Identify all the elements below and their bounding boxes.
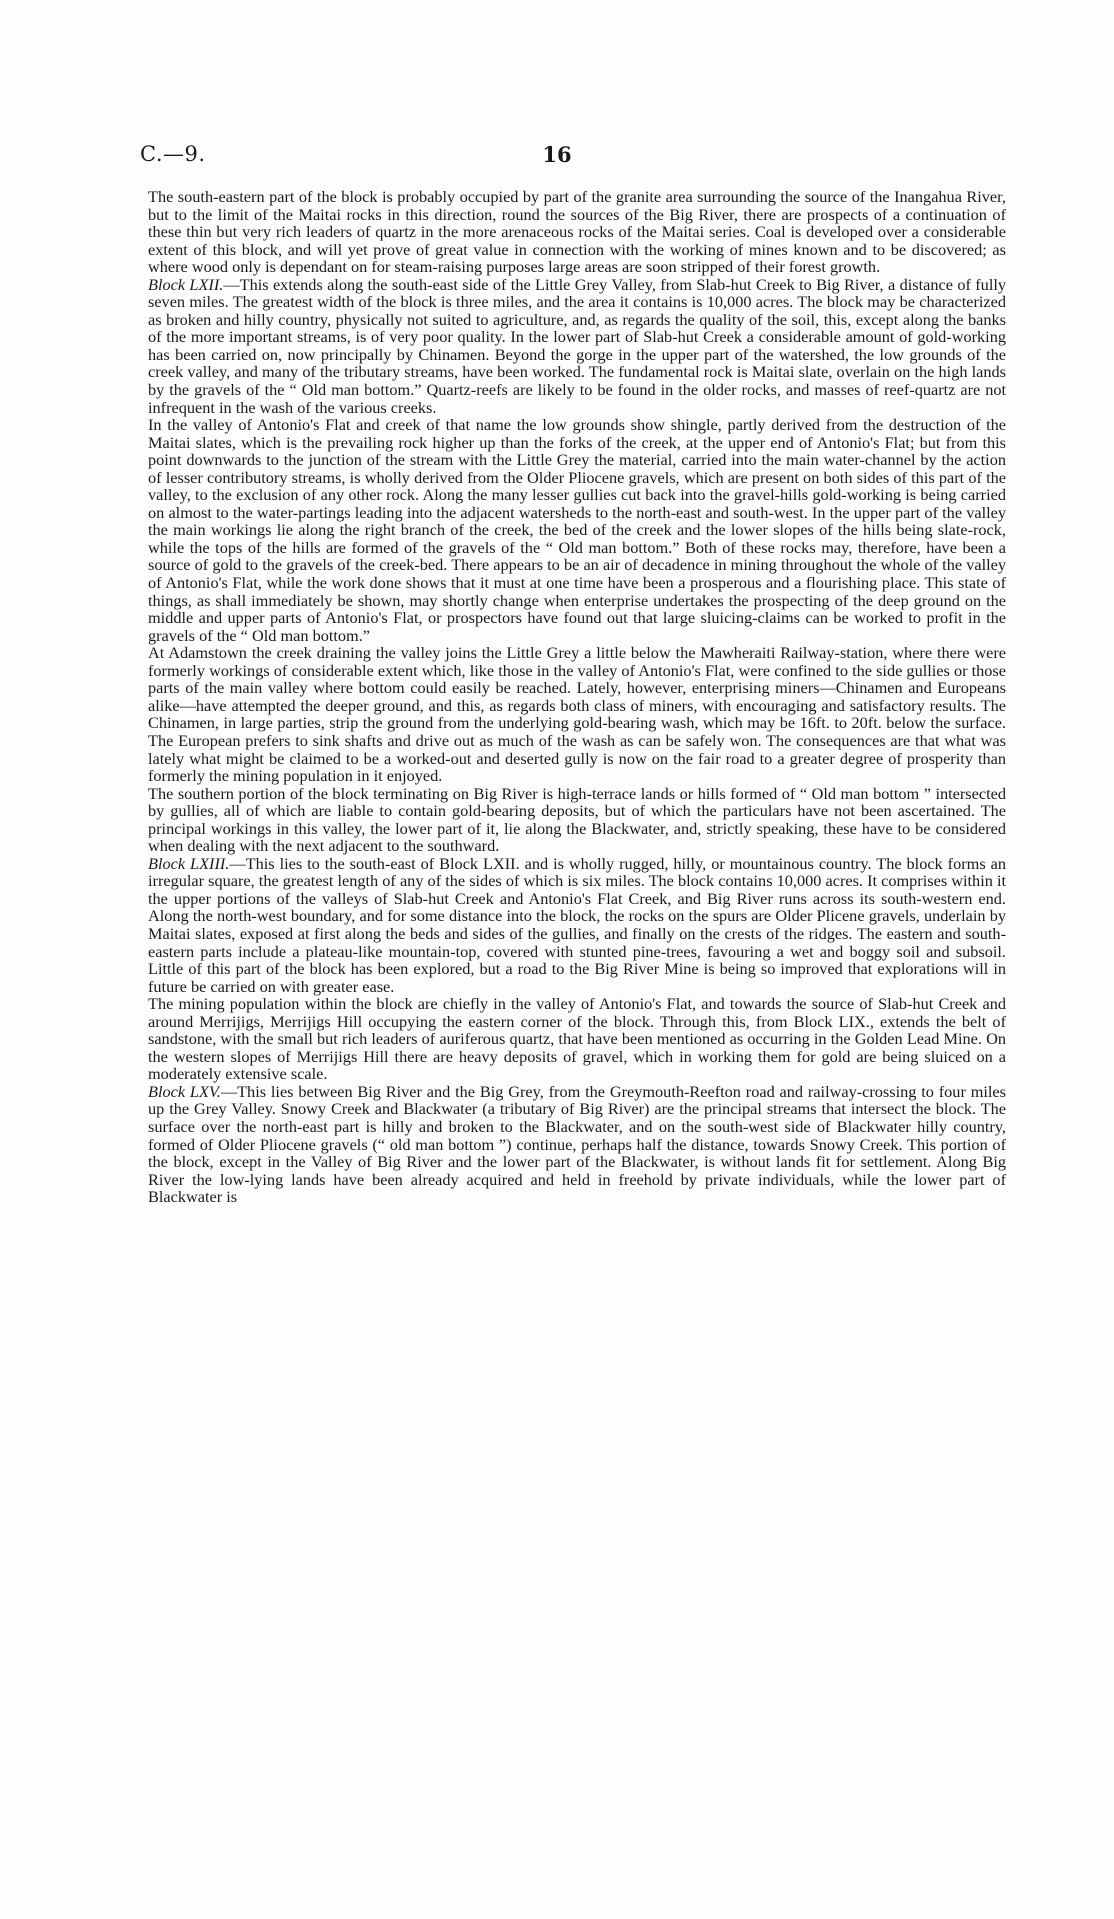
paragraph-text: At Adamstown the creek draining the valley joins the Little Grey a little below the Mawheraiti Railway-station, where there were formerly workings of considerable extent which, like those in the valley of Antonio's Flat, were confined to the side gullies or those parts of the main valley where bottom could easily be reached. Lately, however, enterprising miners—Chinamen and Europeans alike—have attempted the deeper ground, and this, as regards both class of miners, with encouraging and satisfactory results. The Chinamen, in large parties, strip the ground from the underlying gold-bearing wash, which may be 16ft. to 20ft. below the surface. The European prefers to sink shafts and drive out as much of the wash as can be safely won. The consequences are that what was lately what might be claimed to be a worked-out and deserted gully is now on the fair road to a greater degree of prosperity than formerly the mining population in it enjoyed.	[148, 643, 1006, 786]
paragraph	[148, 855, 1006, 995]
paragraph-lead: Block LXV.	[148, 1081, 221, 1101]
page-number: 16	[542, 142, 572, 167]
paragraph	[148, 188, 1006, 276]
paragraph-text: The mining population within the block are chiefly in the valley of Antonio's Flat, and towards the source of Slab-hut Creek and around Merrijigs, Merrijigs Hill occupying the eastern corner of the block. Through this, from Block LIX., extends the belt of sandstone, with the small but rich leaders of auriferous quartz, that have been mentioned as occurring in the Golden Lead Mine. On the western slopes of Merrijigs Hill there are heavy deposits of gravel, which in working them for gold are being sluiced on a moderately extensive scale.	[148, 994, 1006, 1084]
paragraph-text: The south-eastern part of the block is probably occupied by part of the granite area surrounding the source of the Inangahua River, but to the limit of the Maitai rocks in this direction, round the sources of the Big River, there are prospects of a continuation of these thin but very rich leaders of quartz in the more arenaceous rocks of the Maitai series. Coal is developed over a considerable extent of this block, and will yet prove of great value in connection with the working of mines known and to be discovered; as where wood only is dependant on for steam-raising purposes large areas are soon stripped of their forest growth.	[148, 187, 1006, 277]
paragraph-text: In the valley of Antonio's Flat and creek of that name the low grounds show shingle, partly derived from the destruction of the Maitai slates, which is the prevailing rock higher up than the forks of the creek, at the upper end of Antonio's Flat; but from this point downwards to the junction of the stream with the Little Grey the material, carried into the main water-channel by the action of lesser contributory streams, is wholly derived from the Older Pliocene gravels, which are present on both sides of this part of the valley, to the exclusion of any other rock. Along the many lesser gullies cut back into the gravel-hills gold-working is being carried on almost to the water-partings leading into the adjacent watersheds to the north-east and south-west. In the upper part of the valley the main workings lie along the right branch of the creek, the bed of the creek and the lower slopes of the hills being slate-rock, while the tops of the hills are formed of the gravels of the “ Old man bottom.” Both of these rocks may, therefore, have been a source of gold to the gravels of the creek-bed. There appears to be an air of decadence in mining throughout the whole of the valley of Antonio's Flat, while the work done shows that it must at one time have been a prosperous and a flourishing place. This state of things, as shall immediately be shown, may shortly change when enterprise undertakes the prospecting of the deep ground on the middle and upper parts of Antonio's Flat, or prospectors have found out that large sluicing-claims can be worked to profit in the gravels of the “ Old man bottom.”	[148, 415, 1006, 645]
paragraph	[148, 644, 1006, 784]
paragraph-text: —This lies to the south-east of Block LXII. and is wholly rugged, hilly, or mountainous country. The block forms an irregular square, the greatest length of any of the sides of which is six miles. The block contains 10,000 acres. It comprises within it the upper portions of the valleys of Slab-hut Creek and Antonio's Flat Creek, and Big River runs across its south-western end. Along the north-west boundary, and for some distance into the block, the rocks on the spurs are Older Plicene gravels, underlain by Maitai slates, exposed at first along the beds and sides of the gullies, and finally on the crests of the ridges. The eastern and south-eastern parts include a plateau-like mountain-top, covered with stunted pine-trees, favouring a wet and boggy soil and subsoil. Little of this part of the block has been explored, but a road to the Big River Mine is being so improved that explorations will in future be carried on with greater ease.	[148, 853, 1006, 996]
paragraph-text: —This extends along the south-east side of the Little Grey Valley, from Slab-hut Creek to Big River, a distance of fully seven miles. The greatest width of the block is three miles, and the area it contains is 10,000 acres. The block may be characterized as broken and hilly country, physically not suited to agriculture, and, as regards the quality of the soil, this, except along the banks of the more important streams, is of very poor quality. In the lower part of Slab-hut Creek a considerable amount of gold-working has been carried on, now principally by Chinamen. Beyond the gorge in the upper part of the watershed, the low grounds of the creek valley, and many of the tributary streams, have been worked. The fundamental rock is Maitai slate, overlain on the high lands by the gravels of the “ Old man bottom.” Quartz-reefs are likely to be found in the older rocks, and masses of reef-quartz are not infrequent in the wash of the various creeks.	[148, 274, 1007, 417]
paragraph-lead: Block LXIII.	[148, 853, 230, 873]
paragraph	[148, 1083, 1006, 1206]
paragraph	[148, 785, 1006, 855]
paragraph-text: —This lies between Big River and the Big Grey, from the Greymouth-Reefton road and railway-crossing to four miles up the Grey Valley. Snowy Creek and Blackwater (a tributary of Big River) are the principal streams that intersect the block. The surface over the north-east part is hilly and broken to the Blackwater, and on the south-west side of Blackwater hilly country, formed of Older Pliocene gravels (“ old man bottom ”) continue, perhaps half the distance, towards Snowy Creek. This portion of the block, except in the Valley of Big River and the lower part of the Blackwater, is without lands fit for settlement. Along Big River the low-lying lands have been already acquired and held in freehold by private individuals, while the lower part of Blackwater is	[148, 1081, 1006, 1207]
paragraph	[148, 276, 1006, 416]
body-text	[148, 188, 1006, 1206]
document-reference: C.—9.	[140, 142, 206, 166]
paragraph-text: The southern portion of the block terminating on Big River is high-terrace lands or hills formed of “ Old man bottom ” intersected by gullies, all of which are liable to contain gold-bearing deposits, but of which the particulars have not been ascertained. The principal workings in this valley, the lower part of it, lie along the Blackwater, and, strictly speaking, these have to be considered when dealing with the next adjacent to the southward.	[148, 783, 1006, 856]
page-header	[140, 142, 974, 172]
paragraph	[148, 995, 1006, 1083]
paragraph-lead: Block LXII.	[148, 274, 224, 294]
paragraph	[148, 416, 1006, 644]
